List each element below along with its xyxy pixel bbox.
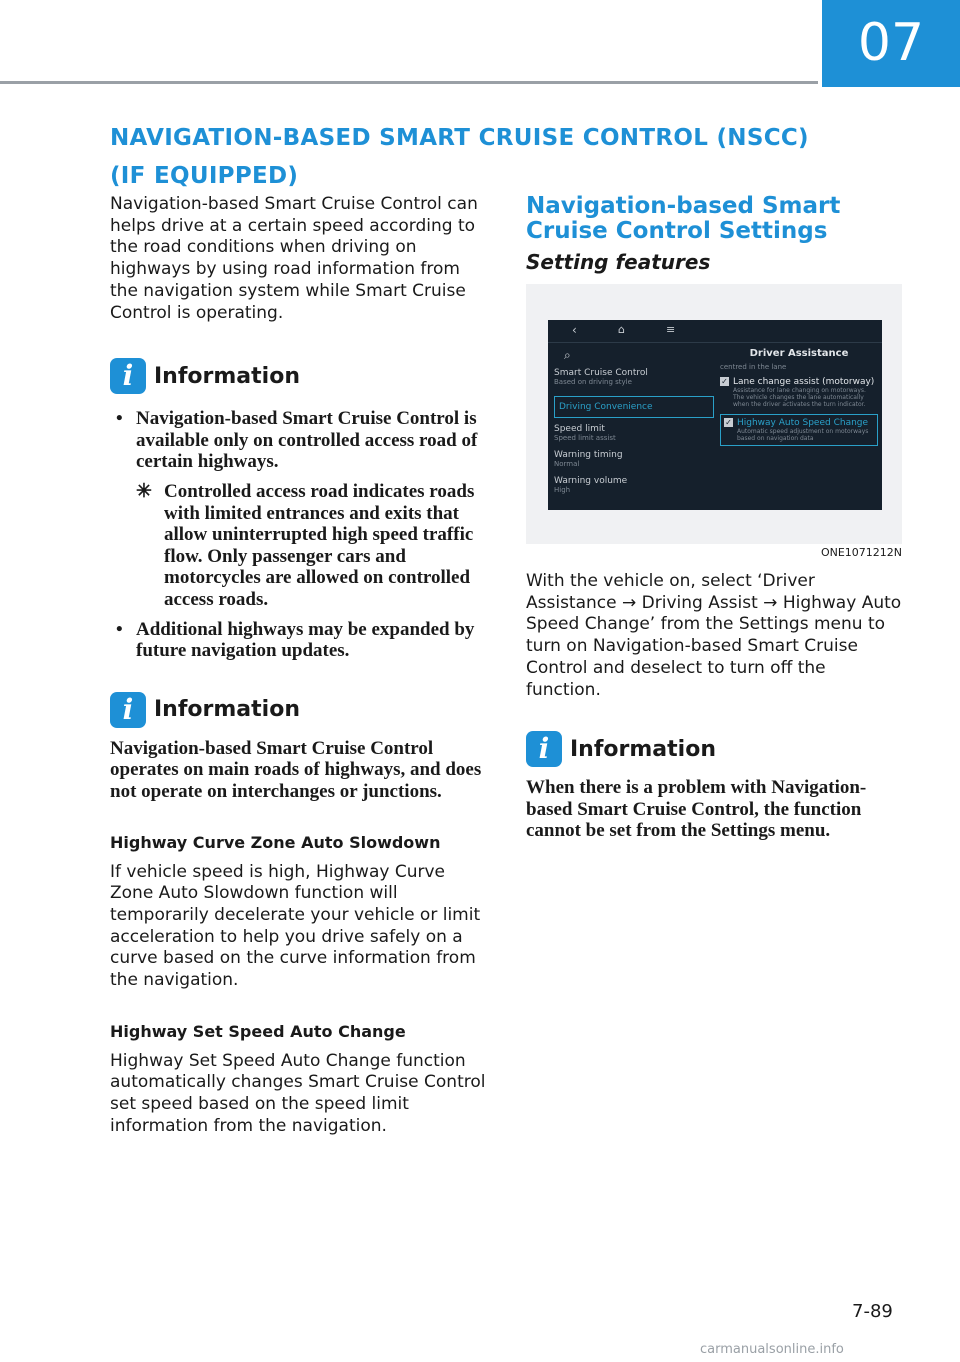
list-item: Speed limit Speed limit assist [554, 424, 616, 442]
home-icon: ⌂ [618, 323, 625, 336]
infotainment-screen [548, 320, 882, 510]
settings-right-panel [720, 348, 878, 446]
back-icon: ‹ [572, 323, 577, 337]
setspeed-paragraph: Highway Set Speed Auto Change function automatically changes Smart Cruise Control set speed based on the speed limit information from the navigation. [110, 1050, 486, 1136]
info-title: Information [154, 697, 300, 723]
info-heading-1 [110, 358, 490, 394]
setting-features-heading: Setting features [526, 250, 711, 274]
list-item: Smart Cruise Control Based on driving style [554, 368, 648, 386]
panel-title: Driver Assistance [749, 348, 849, 359]
section-title-line1: NAVIGATION-BASED SMART CRUISE CONTROL (NSCC) [110, 125, 809, 151]
settings-heading: Navigation-based Smart Cruise Control Settings [526, 193, 841, 244]
info-icon: i [526, 731, 562, 767]
settings-left-list [554, 368, 714, 494]
watermark: carmanualsonline.info [700, 1342, 844, 1357]
list-item: Warning volume High [554, 476, 628, 494]
info-heading-3 [526, 731, 902, 767]
info-text: Navigation-based Smart Cruise Control operates on main roads of highways, and does not operate on interchanges or junctions. [110, 737, 482, 802]
info-title: Information [570, 736, 716, 762]
info-note: ✳ Controlled access road indicates roads with limited entrances and exits that allow uninterrupted high speed traffic flow. Only passenger cars and motorcycles are allowed on controlled access roads. [136, 481, 475, 610]
checkbox-icon: ✓ [725, 418, 732, 427]
checkbox-icon: ✓ [721, 377, 728, 386]
info-icon: i [110, 358, 146, 394]
page-number: 7-89 [852, 1301, 893, 1322]
right-column [526, 194, 902, 842]
asterisk-icon: ✳ [136, 481, 152, 502]
info-bullet: • Additional highways may be expanded by future navigation updates. [116, 618, 475, 662]
instructions-paragraph: With the vehicle on, select ‘Driver Assistance → Driving Assist → Highway Auto Speed Change’ from the Settings menu to turn on Navigation-based Smart Cruise Control and deselect to turn off the function. [526, 571, 902, 700]
section-title [110, 119, 870, 195]
header-rule [0, 81, 818, 84]
list-item-selected: Driving Convenience [554, 396, 714, 418]
list-item: Warning timing Normal [554, 450, 623, 468]
chapter-tab: 07 [822, 0, 960, 87]
search-icon: ⌕ [564, 348, 571, 362]
option-lane-change: ✓ Lane change assist (motorway) Assistance for lane changing on motorways. The vehicle changes the lane automatically when the driver activates the turn indicator. [721, 377, 875, 408]
setspeed-heading: Highway Set Speed Auto Change [110, 1021, 406, 1041]
menu-icon: ≡ [666, 323, 676, 336]
info-title: Information [154, 363, 300, 389]
option-highway-auto-speed: ✓ Highway Auto Speed Change Automatic speed adjustment on motorways based on navigation data [720, 414, 878, 446]
settings-screenshot [526, 284, 902, 544]
panel-top-text: centred in the lane [720, 363, 787, 371]
info-icon: i [110, 692, 146, 728]
intro-paragraph: Navigation-based Smart Cruise Control can helps drive at a certain speed according to the road conditions when driving on highways by using road information from the navigation system while Smart Cruise Control is operating. [110, 194, 478, 323]
image-caption: ONE1071212N [820, 546, 902, 559]
section-title-line2: (IF EQUIPPED) [110, 163, 299, 189]
info-heading-2 [110, 692, 490, 728]
info-bullets [110, 408, 490, 662]
info-text: When there is a problem with Navigation-based Smart Cruise Control, the function cannot be set from the Settings menu. [526, 777, 867, 842]
curve-heading: Highway Curve Zone Auto Slowdown [110, 832, 441, 852]
curve-paragraph: If vehicle speed is high, Highway Curve Zone Auto Slowdown function will temporarily decelerate your vehicle or limit acceleration to help you drive safely on a curve based on the curve information from the navigation. [110, 861, 481, 991]
screen-top-bar [548, 320, 882, 343]
left-column [110, 194, 490, 1138]
info-bullet: • Navigation-based Smart Cruise Control is available only on controlled access road of certain highways. [116, 408, 478, 473]
